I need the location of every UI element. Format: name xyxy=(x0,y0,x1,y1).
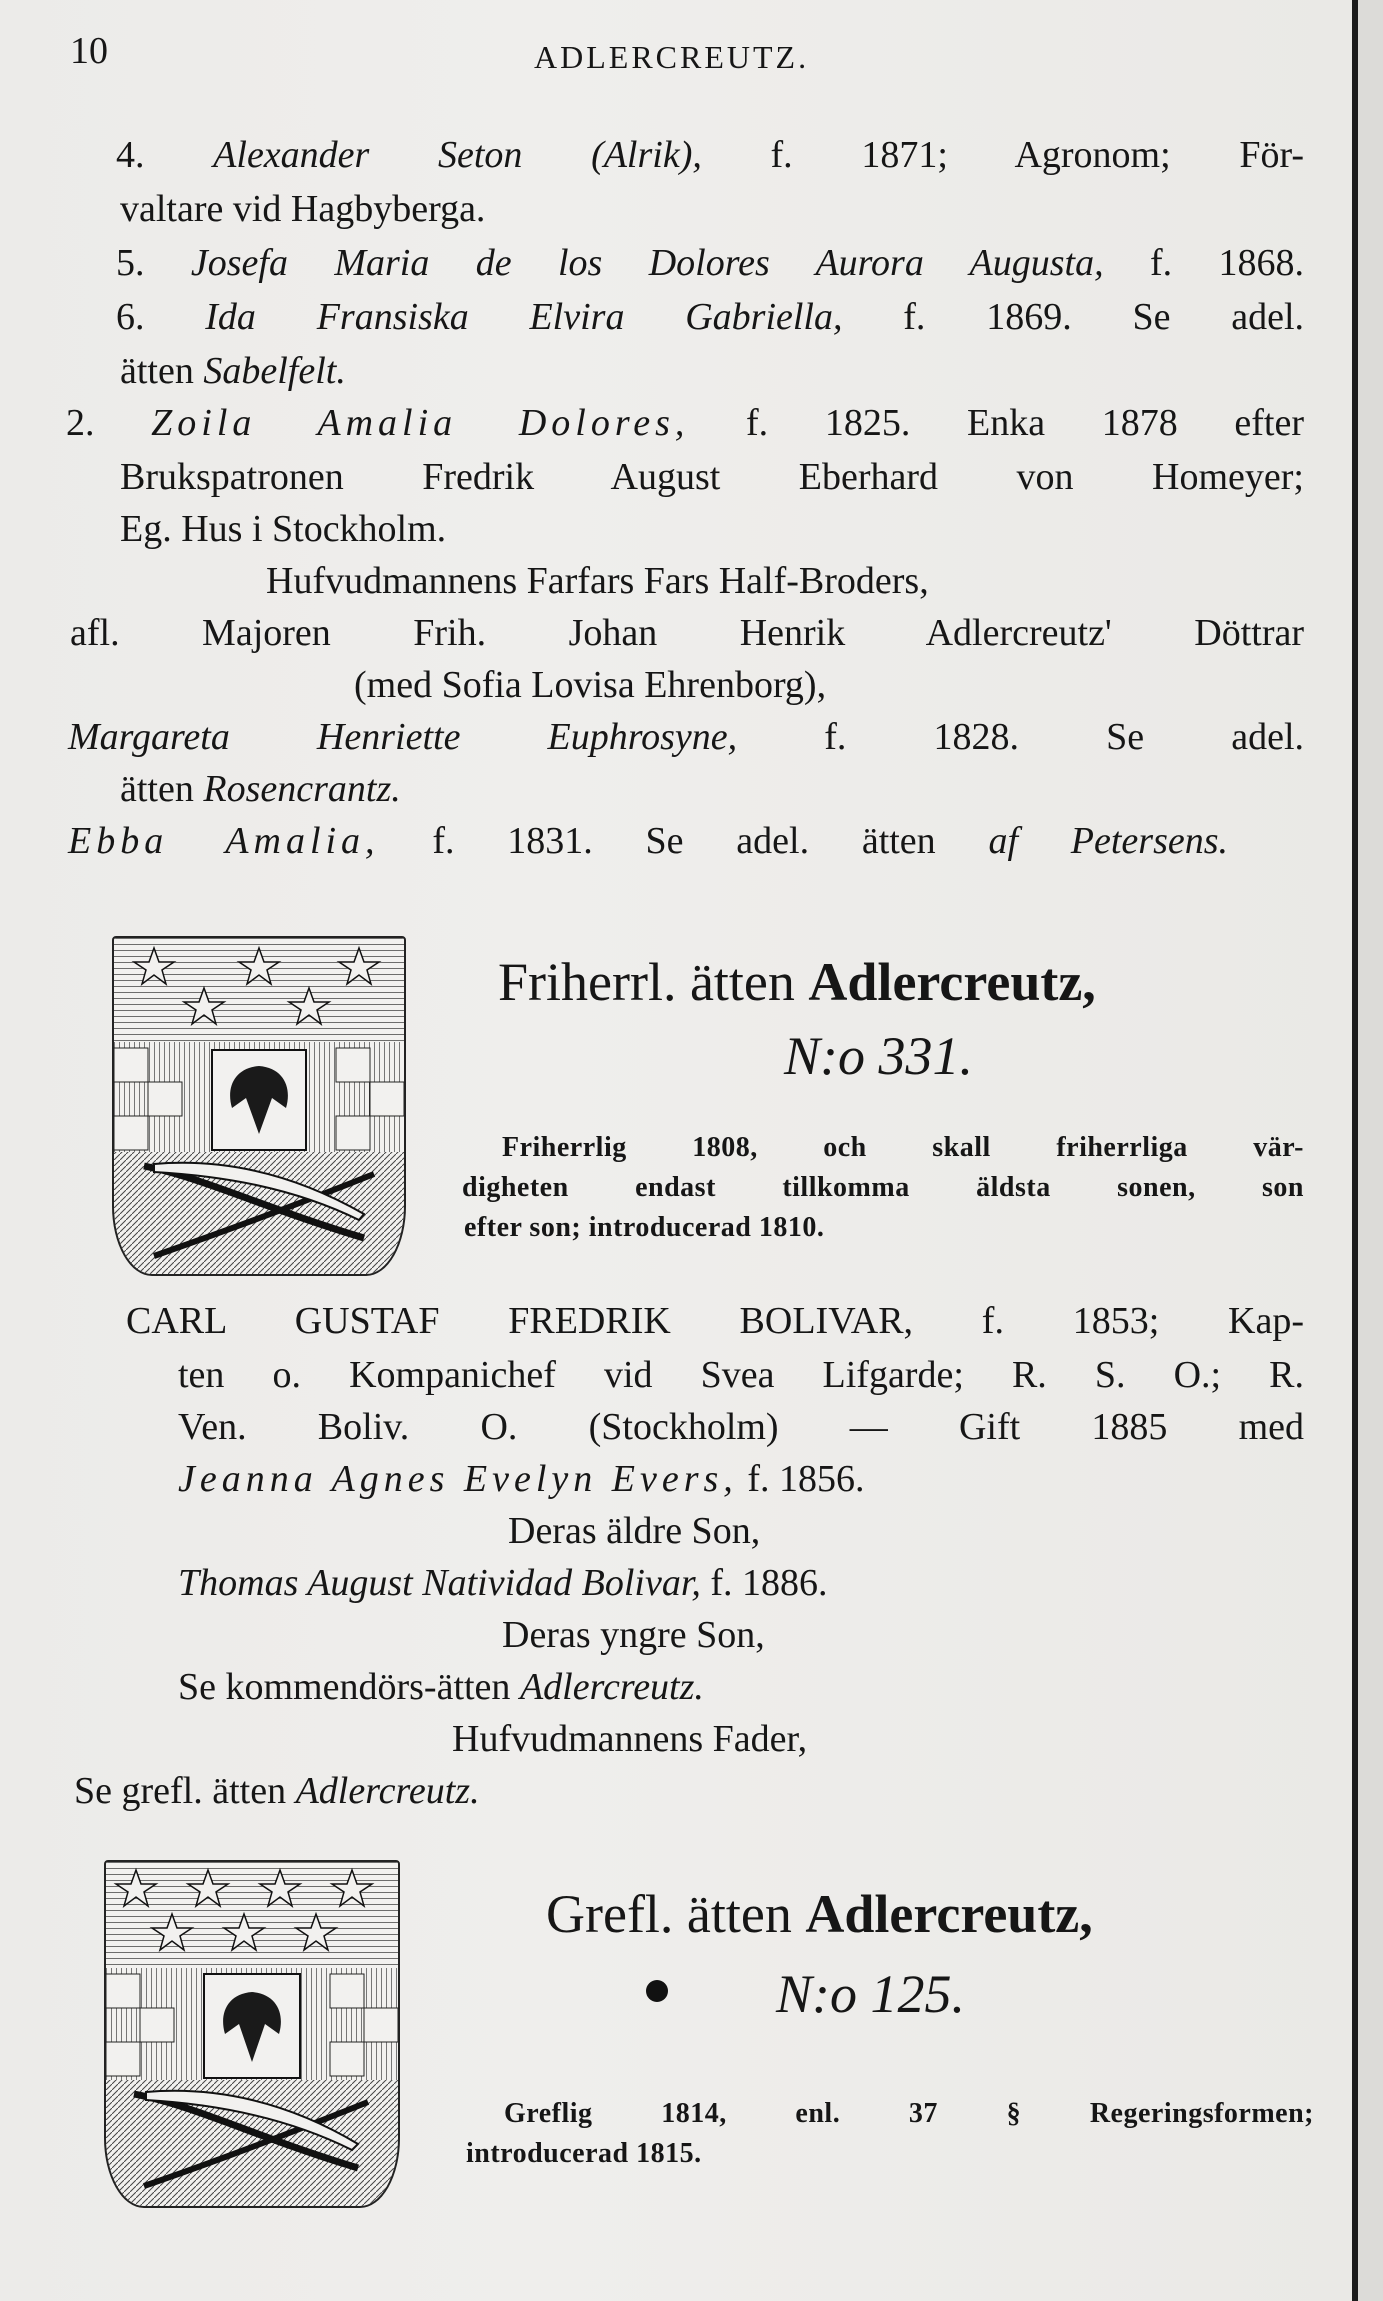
entry-line: ätten Sabelfelt. xyxy=(120,350,346,392)
running-title: ADLERCREUTZ. xyxy=(534,39,810,75)
page-number: 10 xyxy=(70,30,108,72)
count-section-title: Grefl. ätten Adlercreutz, xyxy=(546,1884,1093,1944)
entry-line: (med Sofia Lovisa Ehrenborg), xyxy=(354,664,827,706)
ink-blot xyxy=(646,1980,668,2002)
entry-line: ätten Rosencrantz. xyxy=(120,768,401,810)
entry-line: Margareta Henriette Euphrosyne, f. 1828. Se adel. xyxy=(68,716,1305,758)
entry-line: ten o. Kompanichef vid Svea Lifgarde; R. S. O.; R. xyxy=(178,1354,1304,1396)
entry-line: Ebba Amalia, f. 1831. Se adel. ätten af Petersens. xyxy=(68,820,1229,862)
count-section-description: introducerad 1815. xyxy=(466,2138,702,2169)
entry-line: Brukspatronen Fredrik August Eberhard von Homeyer; xyxy=(120,456,1304,498)
entry-line: Hufvudmannens Fader, xyxy=(452,1718,808,1760)
baron-section-number: N:o 331. xyxy=(784,1026,973,1086)
baron-section-title: Friherrl. ätten Adlercreutz, xyxy=(498,952,1096,1012)
entry-line: Hufvudmannens Farfars Fars Half-Broders, xyxy=(266,560,929,602)
entry-line: Ven. Boliv. O. (Stockholm) — Gift 1885 med xyxy=(178,1406,1304,1448)
coat-of-arms-baron-icon xyxy=(112,936,406,1276)
entry-line: 2. Zoila Amalia Dolores, f. 1825. Enka 1878 efter xyxy=(66,402,1305,444)
entry-line: Jeanna Agnes Evelyn Evers, f. 1856. xyxy=(178,1458,865,1500)
count-section-number: N:o 125. xyxy=(776,1964,965,2024)
facing-page-margin xyxy=(1358,0,1383,2301)
entry-line: Se kommendörs-ätten Adlercreutz. xyxy=(178,1666,704,1708)
entry-line: 4. Alexander Seton (Alrik), f. 1871; Agronom; För- xyxy=(116,134,1305,176)
entry-line: 6. Ida Fransiska Elvira Gabriella, f. 1869. Se adel. xyxy=(116,296,1305,338)
coat-of-arms-count-icon xyxy=(104,1860,400,2208)
entry-line: Eg. Hus i Stockholm. xyxy=(120,508,447,550)
baron-section-description: efter son; introducerad 1810. xyxy=(464,1212,825,1243)
baron-section-description: digheten endast tillkomma äldsta sonen, son xyxy=(462,1172,1304,1203)
entry-line: Deras yngre Son, xyxy=(502,1614,765,1656)
entry-line: CARL GUSTAF FREDRIK BOLIVAR, f. 1853; Kap- xyxy=(126,1300,1304,1342)
entry-line: valtare vid Hagbyberga. xyxy=(120,188,486,230)
entry-line: Thomas August Natividad Bolivar, f. 1886. xyxy=(178,1562,828,1604)
entry-line: 5. Josefa Maria de los Dolores Aurora Augusta, f. 1868. xyxy=(116,242,1305,284)
entry-line: afl. Majoren Frih. Johan Henrik Adlercreutz' Döttrar xyxy=(70,612,1304,654)
entry-line: Deras äldre Son, xyxy=(508,1510,761,1552)
count-section-description: Greflig 1814, enl. 37 § Regeringsformen; xyxy=(504,2098,1314,2129)
baron-section-description: Friherrlig 1808, och skall friherrliga vär- xyxy=(502,1132,1304,1163)
entry-line: Se grefl. ätten Adlercreutz. xyxy=(74,1770,480,1812)
